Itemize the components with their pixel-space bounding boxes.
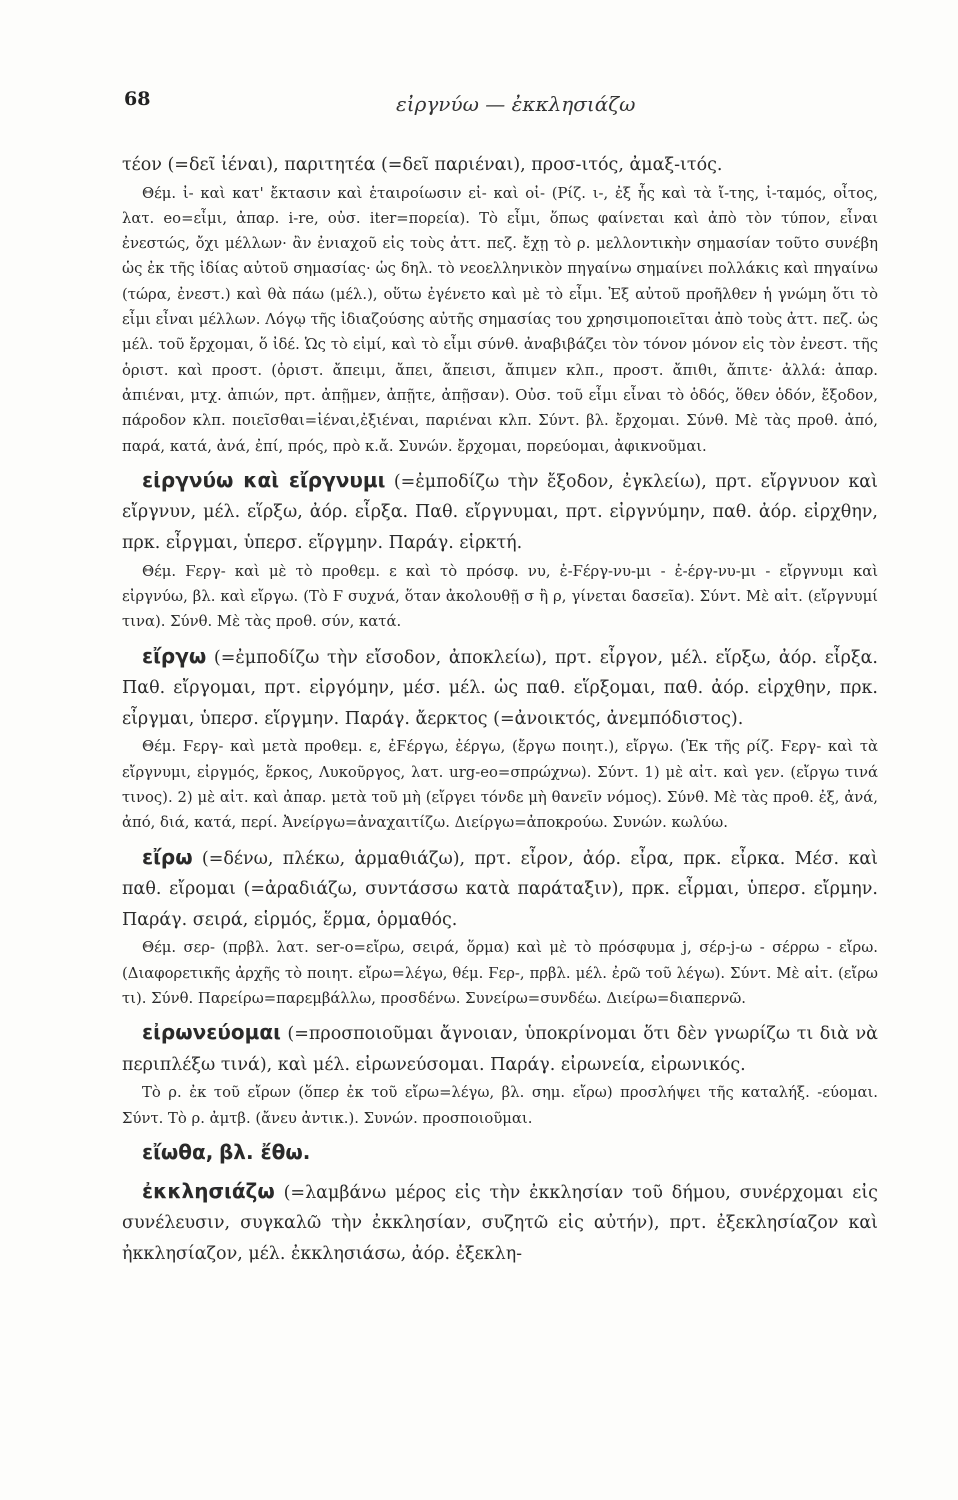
headword: εἴργω [142, 643, 207, 668]
headword: ἐκκλησιάζω [142, 1178, 275, 1203]
page-number: 68 [124, 88, 151, 110]
headword: εἴρω [142, 844, 193, 869]
entry-ekklesiazo [122, 1176, 878, 1270]
entry-eiro [122, 842, 878, 1012]
entry-eirgo [122, 641, 878, 836]
etymology-note: Θέμ. ἰ- καὶ κατ' ἔκτασιν καὶ ἑταιροίωσιν εἰ- καὶ οἰ- (Ρίζ. ι-, ἐξ ἧς καὶ τὰ ἴ-της, ἰ-ταμός, οἶτος, λατ. eo=εἶμι, ἀπαρ. i-re, οὐσ. iter=πορεία). Τὸ εἶμι, ὅπως φαίνεται καὶ ἀπὸ τὸν τύπον, εἶναι ἐνεστώς, ὄχι μέλλων· ἂν ἐνιαχοῦ εἰς τοὺς ἀττ. πεζ. ἔχῃ τὸ ρ. μελλοντικὴν σημασίαν τοῦτο συνέβη ὡς ἐκ τῆς ἰδίας αὐτοῦ σημασίας· ὡς δηλ. τὸ νεοελληνικὸν πηγαίνω σημαίνει πολλάκις καὶ πηγαίνω (τώρα, ἐνεστ.) καὶ θὰ πάω (μέλ.), οὕτω ἐγένετο καὶ μὲ τὸ εἶμι. Ἐξ αὐτοῦ προῆλθεν ἡ γνώμη ὅτι τὸ εἶμι εἶναι μέλλων. Λόγῳ τῆς ἰδιαζούσης αὐτῆς σημασίας του χρησιμοποιεῖται ἀπὸ τοὺς ἀττ. πεζ. ὡς μέλ. τοῦ ἔρχομαι, ὅ ἰδέ. Ὡς τὸ εἰμί, καὶ τὸ εἶμι σύνθ. ἀναβιβάζει τὸν τόνον μόνον εἰς τὸν ἐνεστ. τῆς ὁριστ. καὶ προστ. (ὁριστ. ἄπειμι, ἄπει, ἄπεισι, ἄπιμεν κλπ., προστ. ἄπιθι, ἄπιτε· ἀλλά: ἀπαρ. ἀπιέναι, μτχ. ἀπιών, πρτ. ἀπῇμεν, ἀπῇτε, ἀπῇσαν). Οὐσ. τοῦ εἶμι εἶναι τὸ ὁδός, ὅθεν ὁδόν, ἔξοδον, πάροδον κλπ. ποιεῖσθαι=ἰέναι,ἐξιέναι, παριέναι κλπ. Σύντ. βλ. ἔρχομαι. Σύνθ. Μὲ τὰς προθ. ἀπό, παρά, κατά, ἀνά, ἐπί, πρός, πρὸ κ.ἄ. Συνών. ἔρχομαι, πορεύομαι, ἀφικνοῦμαι. [122, 184, 878, 455]
etymology-note: Θέμ. Ϝεργ- καὶ μὲ τὸ προθεμ. ε καὶ τὸ πρόσφ. νυ, ἐ-Ϝέργ-νυ-μι - ἐ-έργ-νυ-μι - εἴργνυμι καὶ εἰργνύω, βλ. καὶ εἴργω. (Τὸ Ϝ συχνά, ὅταν ἀκολουθῇ σ ἢ ρ, γίνεται δασεῖα). Σύντ. Μὲ αἰτ. (εἴργνυμί τινα). Σύνθ. Μὲ τὰς προθ. σύν, κατά. [122, 562, 878, 631]
entry-text: (=λαμβάνω μέρος εἰς τὴν ἐκκλησίαν τοῦ δήμου, συνέρχομαι εἰς συνέλευσιν, συγκαλῶ τὴν ἐκκλησίαν, συζητῶ εἰς αὐτήν), πρτ. ἐξεκλησίαζον καὶ ἠκκλησίαζον, μέλ. ἐκκλησιάσω, ἀόρ. ἐξεκλη- [122, 1182, 878, 1264]
headword: εἴωθα, [142, 1139, 214, 1164]
entry-text: (=προσποιοῦμαι ἄγνοιαν, ὑποκρίνομαι ὅτι δὲν γνωρίζω τι διὰ νὰ περιπλέξω τινά), καὶ μέλ. εἰρωνεύσομαι. Παράγ. εἰρωνεία, εἰρωνικός. [122, 1024, 878, 1075]
running-head: εἰργνύω — ἐκκλησιάζω [396, 92, 636, 116]
entry-text: τέον (=δεῖ ἰέναι), παριτητέα (=δεῖ παριέναι), προσ-ιτός, ἀμαξ-ιτός. [122, 155, 723, 175]
page-body [122, 150, 878, 1269]
entry-text: βλ. ἔθω. [218, 1139, 311, 1164]
etymology-note: Θέμ. Ϝεργ- καὶ μετὰ προθεμ. ε, ἐϜέργω, ἐέργω, (ἔργω ποιητ.), εἴργω. (Ἐκ τῆς ρίζ. Ϝεργ- καὶ τὰ εἴργνυμι, εἰργμός, ἕρκος, Λυκοῦργος, λατ. urg-eo=σπρώχνω). Σύντ. 1) μὲ αἰτ. καὶ γεν. (εἴργω τινά τινος). 2) μὲ αἰτ. καὶ ἀπαρ. μετὰ τοῦ μὴ (εἴργει τόνδε μὴ θανεῖν νόμος). Σύνθ. Μὲ τὰς προθ. ἐξ, ἀνά, ἀπό, διά, κατά, περί. Ἀνείργω=ἀναχαιτίζω. Διείργω=ἀποκρούω. Συνών. κωλύω. [122, 738, 878, 832]
headword: εἰρωνεύομαι [142, 1020, 281, 1045]
entry-text: (=ἐμποδίζω τὴν εἴσοδον, ἀποκλείω), πρτ. εἶργον, μέλ. εἵρξω, ἀόρ. εἶρξα. Παθ. εἴργομαι, πρτ. εἰργόμην, μέσ. μέλ. ὡς παθ. εἵρξομαι, παθ. ἀόρ. εἰρχθην, πρκ. εἶργμαι, ὑπερσ. εἵργμην. Παράγ. ἄερκτος (=ἀνοικτός, ἀνεμπόδιστος). [122, 647, 878, 729]
etymology-note: Θέμ. σερ- (πρβλ. λατ. ser-o=εἴρω, σειρά, ὅρμα) καὶ μὲ τὸ πρόσφυμα j, σέρ-j-ω - σέρρω - εἴρω. (Διαφορετικῆς ἀρχῆς τὸ ποιητ. εἴρω=λέγω, θέμ. Ϝερ-, πρβλ. μέλ. ἐρῶ τοῦ λέγω). Σύντ. Μὲ αἰτ. (εἴρω τι). Σύνθ. Παρείρω=παρεμβάλλω, προσδένω. Συνείρω=συνδέω. Διείρω=διαπερνῶ. [122, 939, 878, 1007]
etymology-note: Τὸ ρ. ἐκ τοῦ εἴρων (ὅπερ ἐκ τοῦ εἴρω=λέγω, βλ. σημ. εἴρω) προσλήψει τῆς καταλήξ. -εύομαι. Σύντ. Τὸ ρ. ἀμτβ. (ἄνευ ἀντικ.). Συνών. προσποιοῦμαι. [122, 1084, 878, 1127]
entry-eiotha [122, 1137, 878, 1170]
entry-text: (=ἐμποδίζω τὴν ἔξοδον, ἐγκλείω), πρτ. εἴργνυον καὶ εἴργνυν, μέλ. εἵρξω, ἀόρ. εἷρξα. Παθ. εἴργνυμαι, πρτ. εἰργνύμην, παθ. ἀόρ. εἰρχθην, πρκ. εἶργμαι, ὑπερσ. εἵργμην. Παράγ. εἱρκτή. [122, 471, 878, 554]
headword: εἰργνύω καὶ εἴργνυμι [142, 467, 386, 492]
entry-continuation [122, 150, 878, 459]
entry-eironeuomai [122, 1017, 878, 1131]
entry-text: (=δένω, πλέκω, ἁρμαθιάζω), πρτ. εἶρον, ἀόρ. εἶρα, πρκ. εἶρκα. Μέσ. καὶ παθ. εἴρομαι (=ἀραδιάζω, συντάσσω κατὰ παράταξιν), πρκ. εἶρμαι, ὑπερσ. εἴρμην. Παράγ. σειρά, εἱρμός, ἕρμα, ὁρμαθός. [122, 848, 878, 930]
entry-eirgnyo [122, 465, 878, 635]
